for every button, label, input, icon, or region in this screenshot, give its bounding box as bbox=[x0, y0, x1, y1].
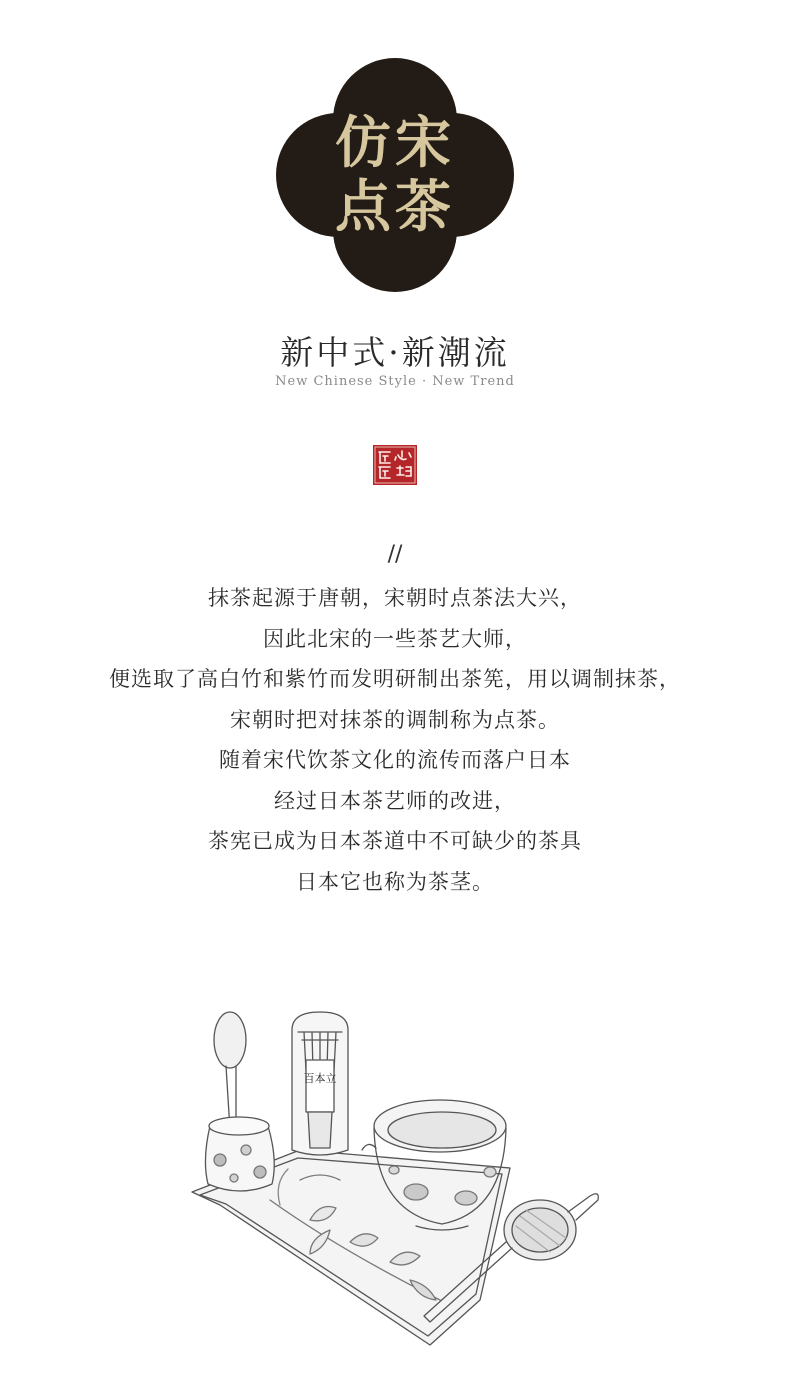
description-line: 宋朝时把对抹茶的调制称为点茶。 bbox=[230, 707, 560, 732]
description-line: 便选取了高白竹和紫竹而发明研制出茶筅，用以调制抹茶， bbox=[109, 667, 681, 691]
separator-mark: // bbox=[387, 542, 403, 567]
description-line: 抹茶起源于唐朝，宋朝时点茶法大兴， bbox=[208, 586, 582, 610]
seal-stamp bbox=[373, 445, 417, 485]
seal-logo-icon bbox=[373, 445, 417, 485]
badge-line-1: 仿宋 bbox=[335, 110, 455, 176]
page-title: 新中式·新潮流 bbox=[280, 333, 510, 372]
description-line: 茶宪已成为日本茶道中不可缺少的茶具 bbox=[208, 829, 582, 853]
description-paragraph bbox=[0, 578, 790, 902]
jar-label: 百本立 bbox=[303, 1072, 337, 1085]
tea-scoop-icon bbox=[214, 1012, 246, 1130]
page-subtitle: New Chinese Style · New Trend bbox=[275, 374, 515, 389]
title-badge bbox=[276, 58, 514, 292]
description-line: 因此北宋的一些茶艺大师， bbox=[263, 626, 527, 651]
description-line: 随着宋代饮茶文化的流传而落户日本 bbox=[219, 748, 571, 772]
tea-set-sketch bbox=[180, 1000, 620, 1350]
badge-line-2: 点茶 bbox=[335, 174, 455, 240]
description-line: 日本它也称为茶茎。 bbox=[296, 869, 494, 894]
tea-set-illustration bbox=[180, 1000, 620, 1350]
description-line: 经过日本茶艺师的改进， bbox=[274, 788, 516, 813]
whisk-holder-icon bbox=[205, 1117, 274, 1191]
